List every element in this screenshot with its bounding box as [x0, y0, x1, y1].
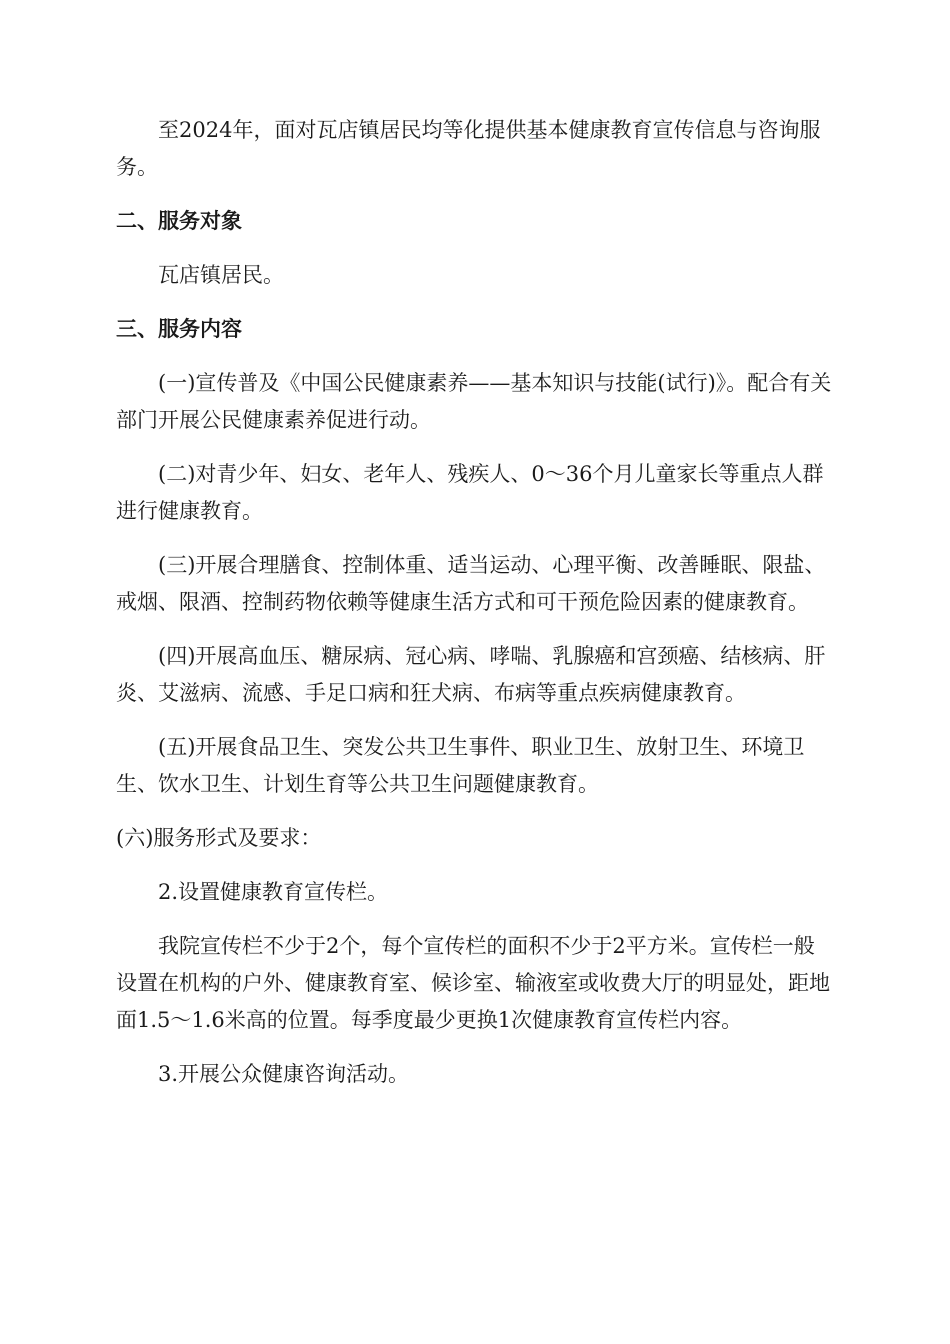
content-item-2: (二)对青少年、妇女、老年人、残疾人、0～36个月儿童家长等重点人群进行健康教育。 [116, 462, 824, 523]
section-heading-service-target: 二、服务对象 [116, 209, 242, 233]
service-target-paragraph: 瓦店镇居民。 [158, 263, 284, 287]
requirement-3-title: 3.开展公众健康咨询活动。 [158, 1062, 410, 1086]
content-item-1: (一)宣传普及《中国公民健康素养——基本知识与技能(试行)》。配合有关部门开展公民健康素养促进行动。 [116, 371, 832, 432]
requirement-2-detail: 我院宣传栏不少于2个，每个宣传栏的面积不少于2平方米。宣传栏一般设置在机构的户外、健康教育室、候诊室、输液室或收费大厅的明显处，距地面1.5～1.6米高的位置。每季度最少更换1次健康教育宣传栏内容。 [116, 934, 830, 1032]
document-body [116, 112, 834, 1093]
content-item-5: (五)开展食品卫生、突发公共卫生事件、职业卫生、放射卫生、环境卫生、饮水卫生、计划生育等公共卫生问题健康教育。 [116, 735, 805, 796]
content-item-6-heading: (六)服务形式及要求： [116, 826, 322, 850]
intro-paragraph: 至2024年，面对瓦店镇居民均等化提供基本健康教育宣传信息与咨询服务。 [116, 118, 821, 179]
content-item-4: (四)开展高血压、糖尿病、冠心病、哮喘、乳腺癌和宫颈癌、结核病、肝炎、艾滋病、流感、手足口病和狂犬病、布病等重点疾病健康教育。 [116, 644, 826, 705]
content-item-3: (三)开展合理膳食、控制体重、适当运动、心理平衡、改善睡眠、限盐、戒烟、限酒、控制药物依赖等健康生活方式和可干预危险因素的健康教育。 [116, 553, 826, 614]
requirement-2-title: 2.设置健康教育宣传栏。 [158, 880, 389, 904]
section-heading-service-content: 三、服务内容 [116, 317, 242, 341]
